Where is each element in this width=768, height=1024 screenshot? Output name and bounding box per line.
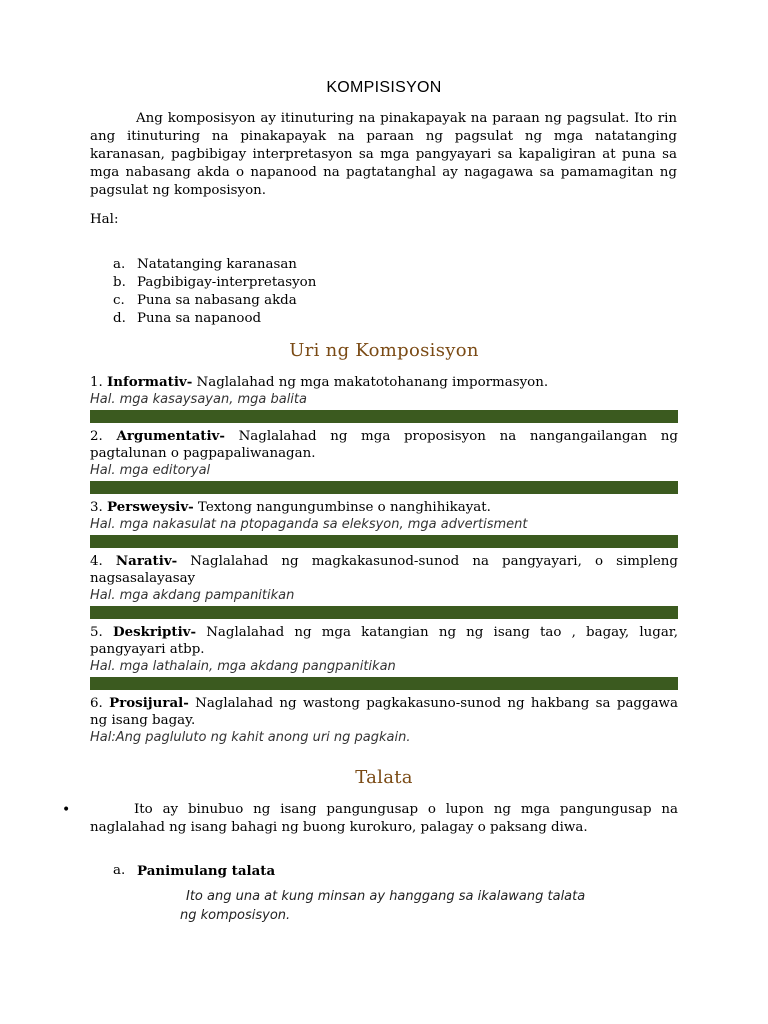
type-description: Textong nangungumbinse o nanghihikayat. [193,500,491,515]
type-example: Hal. mga akdang pampanitikan [90,588,295,603]
type-number: 2. [90,429,103,444]
examples-list [113,256,316,328]
list-item-text: Puna sa napanood [137,311,262,326]
list-marker: d. [113,311,126,326]
type-entry [90,499,678,516]
subsection-description [180,887,650,925]
list-item [113,274,316,292]
type-entry [90,553,678,587]
type-number: 6. [90,696,103,711]
list-item-text: Natatanging karanasan [137,257,297,272]
divider-bar [90,481,678,494]
type-entry [90,374,678,391]
type-example: Hal. mga kasaysayan, mga balita [90,392,307,407]
type-name: Prosijural- [109,695,189,711]
talata-bullet [62,801,678,837]
divider-bar [90,677,678,690]
type-name: Narativ- [115,553,178,569]
list-marker: a. [113,257,126,272]
page-title: KOMPISISYON [326,79,442,96]
list-item [113,256,316,274]
type-entry [90,695,678,729]
bullet-icon: • [62,802,71,818]
divider-bar [90,410,678,423]
type-description: Naglalahad ng mga proposisyon na nangangailangan ng pagtalunan o pagpapaliwanagan. [90,429,679,461]
type-example: Hal. mga editoryal [90,463,211,478]
divider-bar [90,606,678,619]
subsection-item [113,863,275,879]
list-marker: a. [113,863,126,878]
type-number: 5. [90,625,103,640]
types-list [90,374,678,746]
type-name: Deskriptiv- [112,624,197,640]
intro-paragraph [90,110,677,200]
divider-bar [90,535,678,548]
talata-definition: Ito ay binubuo ng isang pangungusap o lupon ng mga pangungusap na naglalahad ng isang bahagi ng buong kurokuro, palagay o paksang diwa. [90,802,678,835]
list-item-text: Puna sa nabasang akda [137,293,297,308]
type-entry [90,428,678,462]
hal-label: Hal: [90,212,119,227]
type-description: Naglalahad ng magkakasunod-sunod na pangyayari, o simpleng nagsasalayasay [90,554,678,586]
list-item-text: Pagbibigay-interpretasyon [137,275,317,290]
type-example: Hal:Ang pagluluto ng kahit anong uri ng pagkain. [90,730,411,745]
type-description: Naglalahad ng mga makatotohanang impormasyon. [192,375,549,390]
type-example: Hal. mga nakasulat na ptopaganda sa eleksyon, mga advertisment [90,517,528,532]
list-marker: c. [113,293,125,308]
list-item [113,310,316,328]
type-example: Hal. mga lathalain, mga akdang pangpanitikan [90,659,396,674]
type-number: 1. [90,375,103,390]
type-number: 4. [90,554,103,569]
subsection-line: ng komposisyon. [180,908,291,923]
type-name: Informativ- [107,374,193,390]
type-entry [90,624,678,658]
subsection-label: Panimulang talata [137,863,276,879]
type-number: 3. [90,500,103,515]
type-description: Naglalahad ng wastong pagkakasuno-sunod ng hakbang sa paggawa ng isang bagay. [90,696,678,728]
list-marker: b. [113,275,126,290]
list-item [113,292,316,310]
subsection-line: Ito ang una at kung minsan ay hanggang sa ikalawang talata [186,889,586,904]
type-name: Persweysiv- [107,499,194,515]
type-description: Naglalahad ng mga katangian ng ng isang tao , bagay, lugar, pangyayari atbp. [90,625,678,657]
talata-heading: Talata [355,767,413,788]
type-name: Argumentativ- [116,428,225,444]
uri-heading: Uri ng Komposisyon [289,340,479,361]
intro-text: Ang komposisyon ay itinuturing na pinakapayak na paraan ng pagsulat. Ito rin ang itinuturing na pinakapayak na paraan ng pagsulat ng mga natatanging karanasan, pagbibigay interpretasyon sa mga pangyayari sa kapaligiran at puna sa mga nabasang akda o napanood na pagtatanghal ay nagagawa sa pamamagitan ng pagsulat ng komposisyon. [90,111,677,198]
